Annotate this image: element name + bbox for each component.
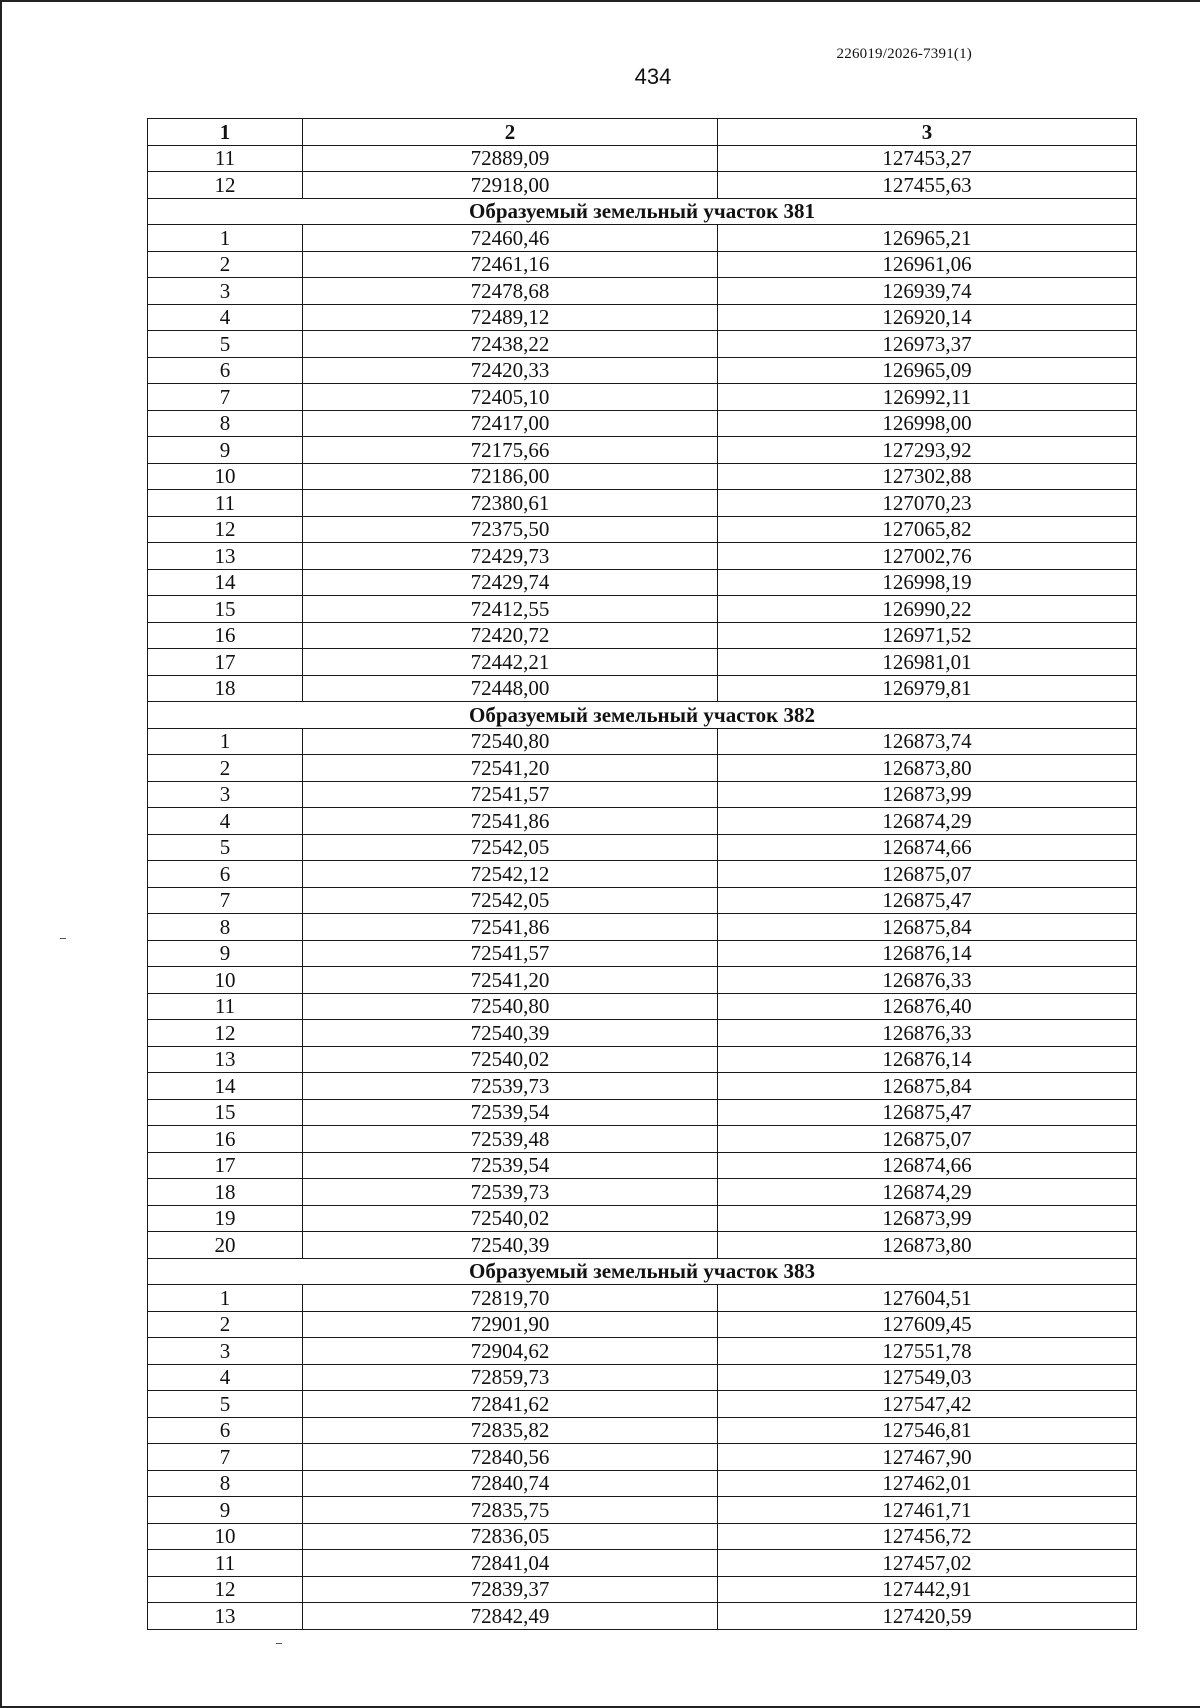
section-title: Образуемый земельный участок 383 — [148, 1258, 1137, 1285]
table-row — [148, 649, 1137, 676]
x-coordinate-cell: 72836,05 — [303, 1523, 718, 1550]
point-number-cell: 15 — [148, 1099, 303, 1126]
point-number-cell: 10 — [148, 967, 303, 994]
x-coordinate-cell: 72840,56 — [303, 1444, 718, 1471]
y-coordinate-cell: 126971,52 — [718, 622, 1137, 649]
point-number-cell: 10 — [148, 1523, 303, 1550]
point-number-cell: 11 — [148, 490, 303, 517]
point-number-cell: 6 — [148, 1417, 303, 1444]
point-number-cell: 7 — [148, 887, 303, 914]
point-number-cell: 11 — [148, 993, 303, 1020]
x-coordinate-cell: 72541,20 — [303, 755, 718, 782]
table-row — [148, 781, 1137, 808]
x-coordinate-cell: 72540,80 — [303, 993, 718, 1020]
y-coordinate-cell: 126876,33 — [718, 967, 1137, 994]
y-coordinate-cell: 126875,07 — [718, 861, 1137, 888]
table-row — [148, 1417, 1137, 1444]
x-coordinate-cell: 72429,74 — [303, 569, 718, 596]
table-row — [148, 914, 1137, 941]
x-coordinate-cell: 72841,62 — [303, 1391, 718, 1418]
column-header-y: 3 — [718, 119, 1137, 146]
section-header-row — [148, 198, 1137, 225]
x-coordinate-cell: 72540,80 — [303, 728, 718, 755]
table-row — [148, 543, 1137, 570]
table-row — [148, 490, 1137, 517]
point-number-cell: 2 — [148, 1311, 303, 1338]
section-title: Образуемый земельный участок 382 — [148, 702, 1137, 729]
table-row — [148, 596, 1137, 623]
point-number-cell: 10 — [148, 463, 303, 490]
y-coordinate-cell: 126876,14 — [718, 1046, 1137, 1073]
x-coordinate-cell: 72539,73 — [303, 1179, 718, 1206]
point-number-cell: 7 — [148, 1444, 303, 1471]
y-coordinate-cell: 127302,88 — [718, 463, 1137, 490]
table-row — [148, 1152, 1137, 1179]
x-coordinate-cell: 72478,68 — [303, 278, 718, 305]
y-coordinate-cell: 127455,63 — [718, 172, 1137, 199]
y-coordinate-cell: 127002,76 — [718, 543, 1137, 570]
y-coordinate-cell: 126875,84 — [718, 1073, 1137, 1100]
y-coordinate-cell: 126873,99 — [718, 1205, 1137, 1232]
point-number-cell: 11 — [148, 145, 303, 172]
table-row — [148, 1364, 1137, 1391]
point-number-cell: 4 — [148, 304, 303, 331]
x-coordinate-cell: 72420,72 — [303, 622, 718, 649]
table-row — [148, 145, 1137, 172]
point-number-cell: 4 — [148, 1364, 303, 1391]
point-number-cell: 2 — [148, 251, 303, 278]
point-number-cell: 4 — [148, 808, 303, 835]
table-row — [148, 410, 1137, 437]
section-title: Образуемый земельный участок 381 — [148, 198, 1137, 225]
point-number-cell: 12 — [148, 1576, 303, 1603]
point-number-cell: 1 — [148, 225, 303, 252]
table-row — [148, 887, 1137, 914]
table-row — [148, 755, 1137, 782]
table-row — [148, 1311, 1137, 1338]
table-row — [148, 1576, 1137, 1603]
table-row — [148, 1444, 1137, 1471]
y-coordinate-cell: 127457,02 — [718, 1550, 1137, 1577]
y-coordinate-cell: 126998,19 — [718, 569, 1137, 596]
x-coordinate-cell: 72175,66 — [303, 437, 718, 464]
point-number-cell: 13 — [148, 1603, 303, 1630]
table-row — [148, 463, 1137, 490]
x-coordinate-cell: 72542,05 — [303, 834, 718, 861]
table-row — [148, 1285, 1137, 1312]
x-coordinate-cell: 72541,57 — [303, 781, 718, 808]
table-row — [148, 357, 1137, 384]
point-number-cell: 8 — [148, 914, 303, 941]
table-row — [148, 622, 1137, 649]
y-coordinate-cell: 127551,78 — [718, 1338, 1137, 1365]
y-coordinate-cell: 126874,29 — [718, 1179, 1137, 1206]
point-number-cell: 5 — [148, 834, 303, 861]
point-number-cell: 2 — [148, 755, 303, 782]
table-row — [148, 1391, 1137, 1418]
point-number-cell: 1 — [148, 728, 303, 755]
table-row — [148, 172, 1137, 199]
point-number-cell: 9 — [148, 1497, 303, 1524]
point-number-cell: 11 — [148, 1550, 303, 1577]
x-coordinate-cell: 72540,02 — [303, 1205, 718, 1232]
x-coordinate-cell: 72420,33 — [303, 357, 718, 384]
table-row — [148, 675, 1137, 702]
point-number-cell: 12 — [148, 172, 303, 199]
x-coordinate-cell: 72841,04 — [303, 1550, 718, 1577]
y-coordinate-cell: 126874,66 — [718, 834, 1137, 861]
table-row — [148, 1603, 1137, 1630]
y-coordinate-cell: 126939,74 — [718, 278, 1137, 305]
point-number-cell: 7 — [148, 384, 303, 411]
point-number-cell: 17 — [148, 649, 303, 676]
x-coordinate-cell: 72542,12 — [303, 861, 718, 888]
y-coordinate-cell: 127462,01 — [718, 1470, 1137, 1497]
table-row — [148, 1073, 1137, 1100]
point-number-cell: 6 — [148, 357, 303, 384]
y-coordinate-cell: 126875,84 — [718, 914, 1137, 941]
point-number-cell: 17 — [148, 1152, 303, 1179]
y-coordinate-cell: 127547,42 — [718, 1391, 1137, 1418]
point-number-cell: 14 — [148, 1073, 303, 1100]
point-number-cell: 18 — [148, 1179, 303, 1206]
table-row — [148, 569, 1137, 596]
point-number-cell: 20 — [148, 1232, 303, 1259]
y-coordinate-cell: 127070,23 — [718, 490, 1137, 517]
point-number-cell: 18 — [148, 675, 303, 702]
table-row — [148, 967, 1137, 994]
point-number-cell: 15 — [148, 596, 303, 623]
point-number-cell: 16 — [148, 622, 303, 649]
table-row — [148, 1550, 1137, 1577]
table-row — [148, 1497, 1137, 1524]
x-coordinate-cell: 72918,00 — [303, 172, 718, 199]
table-row — [148, 861, 1137, 888]
point-number-cell: 8 — [148, 1470, 303, 1497]
table-row — [148, 1523, 1137, 1550]
x-coordinate-cell: 72541,86 — [303, 808, 718, 835]
y-coordinate-cell: 126875,07 — [718, 1126, 1137, 1153]
y-coordinate-cell: 126965,21 — [718, 225, 1137, 252]
table-row — [148, 278, 1137, 305]
x-coordinate-cell: 72842,49 — [303, 1603, 718, 1630]
y-coordinate-cell: 127293,92 — [718, 437, 1137, 464]
table-row — [148, 1126, 1137, 1153]
x-coordinate-cell: 72461,16 — [303, 251, 718, 278]
x-coordinate-cell: 72412,55 — [303, 596, 718, 623]
y-coordinate-cell: 126873,80 — [718, 1232, 1137, 1259]
column-header-x: 2 — [303, 119, 718, 146]
point-number-cell: 12 — [148, 516, 303, 543]
document-id: 226019/2026-7391(1) — [836, 46, 972, 62]
y-coordinate-cell: 127549,03 — [718, 1364, 1137, 1391]
x-coordinate-cell: 72840,74 — [303, 1470, 718, 1497]
y-coordinate-cell: 126979,81 — [718, 675, 1137, 702]
y-coordinate-cell: 126876,33 — [718, 1020, 1137, 1047]
x-coordinate-cell: 72901,90 — [303, 1311, 718, 1338]
x-coordinate-cell: 72540,02 — [303, 1046, 718, 1073]
x-coordinate-cell: 72405,10 — [303, 384, 718, 411]
y-coordinate-cell: 126981,01 — [718, 649, 1137, 676]
table-row — [148, 1179, 1137, 1206]
scan-speck — [60, 938, 66, 939]
y-coordinate-cell: 127467,90 — [718, 1444, 1137, 1471]
table-row — [148, 1232, 1137, 1259]
y-coordinate-cell: 126920,14 — [718, 304, 1137, 331]
x-coordinate-cell: 72442,21 — [303, 649, 718, 676]
point-number-cell: 16 — [148, 1126, 303, 1153]
x-coordinate-cell: 72460,46 — [303, 225, 718, 252]
coordinates-table — [147, 118, 1137, 1630]
point-number-cell: 3 — [148, 278, 303, 305]
y-coordinate-cell: 126874,29 — [718, 808, 1137, 835]
point-number-cell: 3 — [148, 781, 303, 808]
table-row — [148, 1099, 1137, 1126]
y-coordinate-cell: 126992,11 — [718, 384, 1137, 411]
y-coordinate-cell: 127065,82 — [718, 516, 1137, 543]
x-coordinate-cell: 72904,62 — [303, 1338, 718, 1365]
table-row — [148, 384, 1137, 411]
y-coordinate-cell: 127453,27 — [718, 145, 1137, 172]
table-row — [148, 728, 1137, 755]
y-coordinate-cell: 126875,47 — [718, 887, 1137, 914]
y-coordinate-cell: 126876,40 — [718, 993, 1137, 1020]
section-header-row — [148, 702, 1137, 729]
y-coordinate-cell: 126990,22 — [718, 596, 1137, 623]
table-row — [148, 251, 1137, 278]
table-row — [148, 516, 1137, 543]
table-body — [148, 145, 1137, 1629]
x-coordinate-cell: 72839,37 — [303, 1576, 718, 1603]
y-coordinate-cell: 127609,45 — [718, 1311, 1137, 1338]
x-coordinate-cell: 72540,39 — [303, 1020, 718, 1047]
table-row — [148, 940, 1137, 967]
x-coordinate-cell: 72541,20 — [303, 967, 718, 994]
table-row — [148, 993, 1137, 1020]
x-coordinate-cell: 72380,61 — [303, 490, 718, 517]
x-coordinate-cell: 72835,82 — [303, 1417, 718, 1444]
x-coordinate-cell: 72539,48 — [303, 1126, 718, 1153]
y-coordinate-cell: 126873,99 — [718, 781, 1137, 808]
x-coordinate-cell: 72429,73 — [303, 543, 718, 570]
y-coordinate-cell: 126973,37 — [718, 331, 1137, 358]
scan-speck — [276, 1643, 282, 1644]
page-number: 434 — [634, 64, 672, 89]
point-number-cell: 1 — [148, 1285, 303, 1312]
table-row — [148, 331, 1137, 358]
point-number-cell: 14 — [148, 569, 303, 596]
table-row — [148, 808, 1137, 835]
y-coordinate-cell: 126961,06 — [718, 251, 1137, 278]
y-coordinate-cell: 127546,81 — [718, 1417, 1137, 1444]
x-coordinate-cell: 72541,57 — [303, 940, 718, 967]
column-header-number: 1 — [148, 119, 303, 146]
y-coordinate-cell: 126965,09 — [718, 357, 1137, 384]
point-number-cell: 9 — [148, 437, 303, 464]
x-coordinate-cell: 72448,00 — [303, 675, 718, 702]
point-number-cell: 13 — [148, 543, 303, 570]
point-number-cell: 8 — [148, 410, 303, 437]
x-coordinate-cell: 72539,73 — [303, 1073, 718, 1100]
y-coordinate-cell: 126876,14 — [718, 940, 1137, 967]
x-coordinate-cell: 72539,54 — [303, 1099, 718, 1126]
section-header-row — [148, 1258, 1137, 1285]
y-coordinate-cell: 126998,00 — [718, 410, 1137, 437]
y-coordinate-cell: 127456,72 — [718, 1523, 1137, 1550]
x-coordinate-cell: 72417,00 — [303, 410, 718, 437]
table-row — [148, 437, 1137, 464]
point-number-cell: 12 — [148, 1020, 303, 1047]
x-coordinate-cell: 72438,22 — [303, 331, 718, 358]
y-coordinate-cell: 127461,71 — [718, 1497, 1137, 1524]
table-header-row — [148, 119, 1137, 146]
x-coordinate-cell: 72540,39 — [303, 1232, 718, 1259]
y-coordinate-cell: 127442,91 — [718, 1576, 1137, 1603]
point-number-cell: 3 — [148, 1338, 303, 1365]
y-coordinate-cell: 127420,59 — [718, 1603, 1137, 1630]
y-coordinate-cell: 126873,80 — [718, 755, 1137, 782]
x-coordinate-cell: 72542,05 — [303, 887, 718, 914]
y-coordinate-cell: 126873,74 — [718, 728, 1137, 755]
table-row — [148, 1020, 1137, 1047]
point-number-cell: 6 — [148, 861, 303, 888]
x-coordinate-cell: 72375,50 — [303, 516, 718, 543]
point-number-cell: 5 — [148, 1391, 303, 1418]
table-row — [148, 225, 1137, 252]
x-coordinate-cell: 72539,54 — [303, 1152, 718, 1179]
table-row — [148, 834, 1137, 861]
table-row — [148, 1205, 1137, 1232]
point-number-cell: 13 — [148, 1046, 303, 1073]
y-coordinate-cell: 127604,51 — [718, 1285, 1137, 1312]
point-number-cell: 9 — [148, 940, 303, 967]
x-coordinate-cell: 72489,12 — [303, 304, 718, 331]
table-row — [148, 1470, 1137, 1497]
y-coordinate-cell: 126875,47 — [718, 1099, 1137, 1126]
x-coordinate-cell: 72541,86 — [303, 914, 718, 941]
x-coordinate-cell: 72186,00 — [303, 463, 718, 490]
x-coordinate-cell: 72859,73 — [303, 1364, 718, 1391]
y-coordinate-cell: 126874,66 — [718, 1152, 1137, 1179]
table-row — [148, 304, 1137, 331]
point-number-cell: 19 — [148, 1205, 303, 1232]
table-row — [148, 1338, 1137, 1365]
table-row — [148, 1046, 1137, 1073]
point-number-cell: 5 — [148, 331, 303, 358]
x-coordinate-cell: 72819,70 — [303, 1285, 718, 1312]
x-coordinate-cell: 72889,09 — [303, 145, 718, 172]
x-coordinate-cell: 72835,75 — [303, 1497, 718, 1524]
